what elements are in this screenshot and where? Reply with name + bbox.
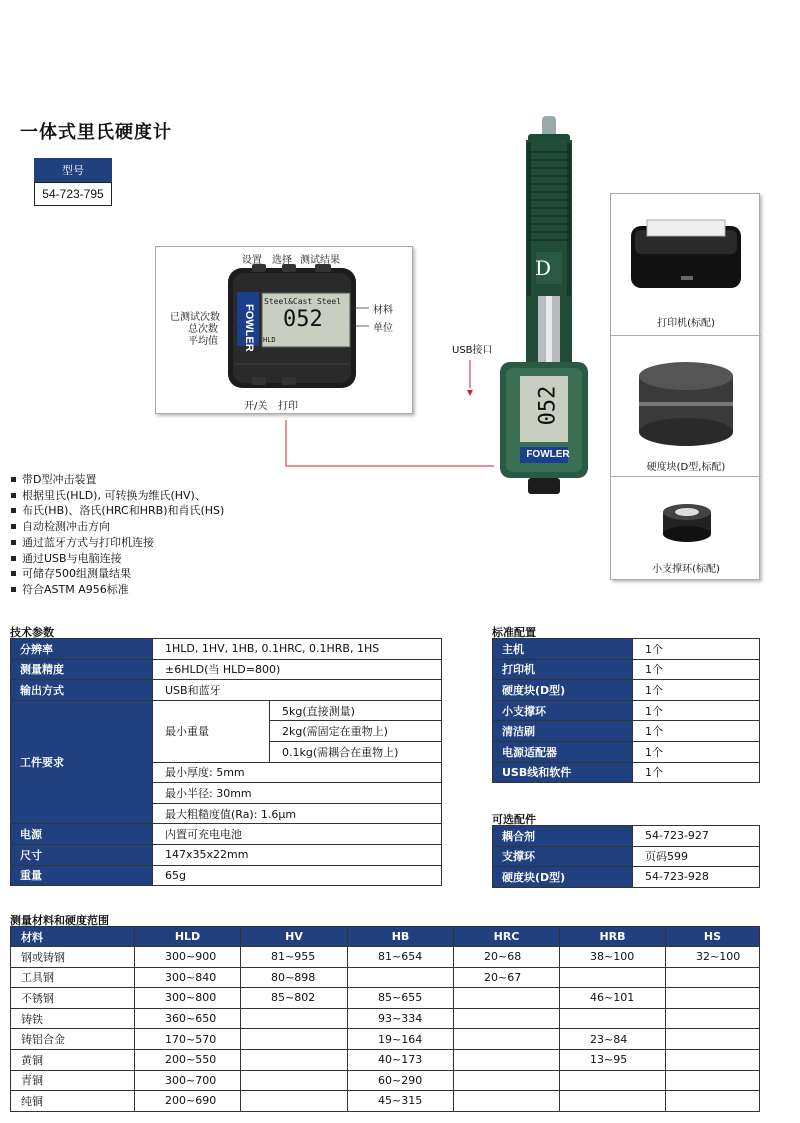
spec-value: 5kg(直接测量) bbox=[270, 700, 442, 721]
column-header: HB bbox=[348, 927, 454, 947]
range-cell: 19~164 bbox=[348, 1029, 454, 1050]
opt-part-number: 54-723-928 bbox=[633, 867, 760, 888]
screen-material-text: Steel&Cast Steel bbox=[264, 297, 342, 306]
opt-item: 耦合剂 bbox=[493, 826, 633, 847]
column-header: 材料 bbox=[11, 927, 135, 947]
range-cell: 38~100 bbox=[560, 947, 666, 968]
material-cell: 铸铝合金 bbox=[11, 1029, 135, 1050]
accessory-printer-caption: 打印机(标配) bbox=[657, 318, 715, 329]
printer-icon bbox=[625, 210, 747, 300]
spec-key: 输出方式 bbox=[11, 680, 153, 701]
spec-value: 147x35x22mm bbox=[153, 844, 442, 865]
table-row bbox=[11, 1049, 760, 1070]
range-cell bbox=[666, 1008, 760, 1029]
page-title: 一体式里氏硬度计 bbox=[20, 122, 172, 143]
range-cell: 20~68 bbox=[454, 947, 560, 968]
material-cell: 纯铜 bbox=[11, 1091, 135, 1112]
spec-value: 1HLD, 1HV, 1HB, 0.1HRC, 0.1HRB, 1HS bbox=[153, 639, 442, 660]
range-cell: 46~101 bbox=[560, 988, 666, 1009]
std-qty: 1个 bbox=[633, 680, 760, 701]
feature-list bbox=[10, 472, 224, 598]
table-row bbox=[493, 741, 760, 762]
accessory-divider bbox=[611, 335, 761, 336]
accessories-frame bbox=[610, 193, 760, 580]
range-cell: 81~955 bbox=[241, 947, 348, 968]
model-label: 型号 bbox=[34, 158, 112, 182]
spec-key: 尺寸 bbox=[11, 844, 153, 865]
callout-average: 平均值 bbox=[188, 336, 218, 347]
opt-item: 支撑环 bbox=[493, 846, 633, 867]
spec-subkey: 最小重量 bbox=[153, 700, 270, 762]
table-row bbox=[493, 659, 760, 680]
spec-value: USB和蓝牙 bbox=[153, 680, 442, 701]
table-row bbox=[11, 824, 442, 845]
spec-value: 内置可充电电池 bbox=[153, 824, 442, 845]
range-cell bbox=[454, 988, 560, 1009]
table-row bbox=[11, 680, 442, 701]
range-cell: 85~655 bbox=[348, 988, 454, 1009]
table-row bbox=[493, 721, 760, 742]
std-item: 小支撑环 bbox=[493, 700, 633, 721]
hardness-tester-illustration bbox=[498, 112, 590, 497]
accessory-divider bbox=[611, 476, 761, 477]
column-header: HLD bbox=[135, 927, 241, 947]
range-cell: 40~173 bbox=[348, 1049, 454, 1070]
std-qty: 1个 bbox=[633, 700, 760, 721]
material-cell: 铸铁 bbox=[11, 1008, 135, 1029]
range-cell bbox=[348, 967, 454, 988]
range-cell bbox=[241, 1070, 348, 1091]
range-cell: 300~840 bbox=[135, 967, 241, 988]
range-cell: 300~700 bbox=[135, 1070, 241, 1091]
spec-key: 测量精度 bbox=[11, 659, 153, 680]
spec-key: 电源 bbox=[11, 824, 153, 845]
support-ring-icon bbox=[659, 502, 715, 544]
spec-value: 最小厚度: 5mm bbox=[153, 762, 442, 783]
opt-item: 硬度块(D型) bbox=[493, 867, 633, 888]
table-row bbox=[493, 680, 760, 701]
spec-key: 重量 bbox=[11, 865, 153, 886]
range-cell: 93~334 bbox=[348, 1008, 454, 1029]
range-cell: 300~800 bbox=[135, 988, 241, 1009]
table-row bbox=[493, 639, 760, 660]
opt-part-number: 页码599 bbox=[633, 846, 760, 867]
range-cell bbox=[454, 1070, 560, 1091]
range-cell bbox=[560, 967, 666, 988]
feature-item: 根据里氏(HLD), 可转换为维氏(HV)、 bbox=[10, 488, 224, 504]
material-cell: 工具钢 bbox=[11, 967, 135, 988]
column-header: HS bbox=[666, 927, 760, 947]
feature-item: 通过USB与电脑连接 bbox=[10, 551, 224, 567]
column-header: HRB bbox=[560, 927, 666, 947]
range-cell bbox=[241, 1029, 348, 1050]
spec-value: 65g bbox=[153, 865, 442, 886]
range-cell: 45~315 bbox=[348, 1091, 454, 1112]
table-row bbox=[11, 967, 760, 988]
callout-power: 开/关 bbox=[244, 401, 268, 412]
table-row bbox=[493, 846, 760, 867]
range-label: 测量材料和硬度范围 bbox=[10, 914, 109, 927]
table-row bbox=[11, 1029, 760, 1050]
table-header-row bbox=[11, 927, 760, 947]
std-item: 电源适配器 bbox=[493, 741, 633, 762]
table-row bbox=[11, 988, 760, 1009]
range-cell: 13~95 bbox=[560, 1049, 666, 1070]
range-cell: 60~290 bbox=[348, 1070, 454, 1091]
optional-label: 可选配件 bbox=[492, 813, 536, 826]
range-cell bbox=[560, 1008, 666, 1029]
table-row bbox=[11, 700, 442, 721]
range-cell: 85~802 bbox=[241, 988, 348, 1009]
callout-material: 材料 bbox=[373, 305, 393, 316]
std-qty: 1个 bbox=[633, 762, 760, 783]
table-row bbox=[11, 844, 442, 865]
feature-item: 布氏(HB)、洛氏(HRC和HRB)和肖氏(HS) bbox=[10, 503, 224, 519]
table-row bbox=[493, 867, 760, 888]
spec-value: ±6HLD(当 HLD=800) bbox=[153, 659, 442, 680]
range-cell bbox=[454, 1049, 560, 1070]
feature-item: 自动检测冲击方向 bbox=[10, 519, 224, 535]
table-row bbox=[11, 947, 760, 968]
specs-table bbox=[10, 638, 442, 886]
std-qty: 1个 bbox=[633, 659, 760, 680]
range-cell bbox=[241, 1091, 348, 1112]
range-cell bbox=[666, 967, 760, 988]
range-cell bbox=[454, 1091, 560, 1112]
display-brand-logo: FOWLER bbox=[243, 304, 255, 352]
spec-value: 0.1kg(需耦合在重物上) bbox=[270, 741, 442, 762]
table-row bbox=[11, 1070, 760, 1091]
std-qty: 1个 bbox=[633, 639, 760, 660]
range-cell: 20~67 bbox=[454, 967, 560, 988]
spec-value: 2kg(需固定在重物上) bbox=[270, 721, 442, 742]
standard-label: 标准配置 bbox=[492, 626, 536, 639]
range-cell: 32~100 bbox=[666, 947, 760, 968]
spec-value: 最大粗糙度值(Ra): 1.6μm bbox=[153, 803, 442, 824]
callout-test-result: 测试结果 bbox=[300, 255, 340, 266]
table-row bbox=[493, 700, 760, 721]
screen-value: 052 bbox=[283, 307, 323, 332]
column-header: HRC bbox=[454, 927, 560, 947]
range-cell: 360~650 bbox=[135, 1008, 241, 1029]
range-cell: 81~654 bbox=[348, 947, 454, 968]
material-cell: 不锈钢 bbox=[11, 988, 135, 1009]
feature-item: 符合ASTM A956标准 bbox=[10, 582, 224, 598]
range-cell bbox=[666, 1049, 760, 1070]
range-cell: 170~570 bbox=[135, 1029, 241, 1050]
range-cell bbox=[666, 1070, 760, 1091]
std-item: 硬度块(D型) bbox=[493, 680, 633, 701]
range-cell: 23~84 bbox=[560, 1029, 666, 1050]
range-cell: 300~900 bbox=[135, 947, 241, 968]
table-row bbox=[11, 659, 442, 680]
range-cell bbox=[560, 1091, 666, 1112]
table-row bbox=[11, 639, 442, 660]
range-cell: 80~898 bbox=[241, 967, 348, 988]
range-cell bbox=[666, 1091, 760, 1112]
std-item: 主机 bbox=[493, 639, 633, 660]
feature-item: 带D型冲击装置 bbox=[10, 472, 224, 488]
usb-port-label: USB接口 bbox=[452, 345, 493, 356]
range-cell bbox=[454, 1029, 560, 1050]
range-cell bbox=[241, 1008, 348, 1029]
specs-label: 技术参数 bbox=[10, 626, 54, 639]
model-number: 54-723-795 bbox=[34, 182, 112, 206]
material-cell: 钢或铸钢 bbox=[11, 947, 135, 968]
std-qty: 1个 bbox=[633, 741, 760, 762]
model-box bbox=[34, 158, 112, 206]
table-row bbox=[493, 826, 760, 847]
spec-value: 最小半径: 30mm bbox=[153, 783, 442, 804]
spec-key: 工件要求 bbox=[11, 700, 153, 824]
opt-part-number: 54-723-927 bbox=[633, 826, 760, 847]
callout-unit: 单位 bbox=[373, 323, 393, 334]
range-cell bbox=[666, 988, 760, 1009]
feature-item: 通过蓝牙方式与打印机连接 bbox=[10, 535, 224, 551]
optional-table bbox=[492, 825, 760, 888]
std-item: 打印机 bbox=[493, 659, 633, 680]
range-cell bbox=[241, 1049, 348, 1070]
range-cell: 200~550 bbox=[135, 1049, 241, 1070]
accessory-ring-caption: 小支撑环(标配) bbox=[652, 564, 720, 575]
std-item: USB线和软件 bbox=[493, 762, 633, 783]
range-cell bbox=[560, 1070, 666, 1091]
table-row bbox=[11, 865, 442, 886]
range-cell: 200~690 bbox=[135, 1091, 241, 1112]
accessory-block-caption: 硬度块(D型,标配) bbox=[646, 462, 726, 473]
callout-total-count: 总次数 bbox=[188, 324, 218, 335]
standard-table bbox=[492, 638, 760, 783]
test-block-icon bbox=[631, 344, 741, 454]
range-cell bbox=[666, 1029, 760, 1050]
material-cell: 青铜 bbox=[11, 1070, 135, 1091]
range-cell bbox=[454, 1008, 560, 1029]
callout-select: 选择 bbox=[272, 255, 292, 266]
table-row bbox=[11, 1091, 760, 1112]
callout-print: 打印 bbox=[278, 401, 298, 412]
callout-settings: 设置 bbox=[242, 255, 262, 266]
spec-key: 分辨率 bbox=[11, 639, 153, 660]
material-cell: 黄铜 bbox=[11, 1049, 135, 1070]
column-header: HV bbox=[241, 927, 348, 947]
probe-letter: D bbox=[535, 256, 552, 280]
connector-line bbox=[280, 360, 500, 470]
table-row bbox=[493, 762, 760, 783]
std-qty: 1个 bbox=[633, 721, 760, 742]
table-row bbox=[11, 1008, 760, 1029]
device-brand-logo: FOWLER bbox=[526, 449, 570, 460]
std-item: 清洁刷 bbox=[493, 721, 633, 742]
callout-tested-count: 已测试次数 bbox=[170, 312, 220, 323]
range-table bbox=[10, 926, 760, 1112]
device-screen-value: 052 bbox=[535, 385, 561, 426]
feature-item: 可储存500组测量结果 bbox=[10, 566, 224, 582]
screen-unit-text: HLD bbox=[263, 336, 276, 344]
